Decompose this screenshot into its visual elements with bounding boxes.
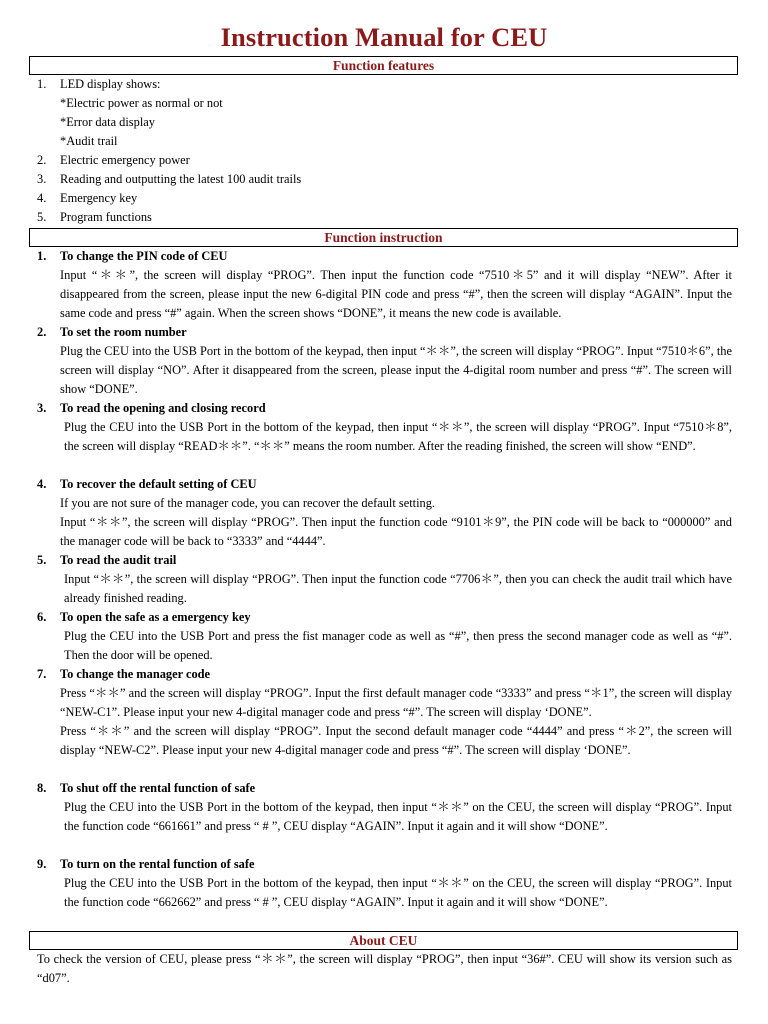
list-text: LED display shows: [60,77,161,91]
list-number: 2. [37,153,47,167]
instruction-heading: To read the opening and closing record [60,401,266,415]
list-text: Electric emergency power [60,153,190,167]
section-heading-instruction: Function instruction [29,228,738,247]
instruction-heading: To change the manager code [60,667,211,681]
list-text: Program functions [60,210,152,224]
instruction-heading: To shut off the rental function of safe [60,781,256,795]
list-text: Emergency key [60,191,138,205]
instruction-number: 4. [37,477,47,491]
instruction-paragraph: Plug the CEU into the USB Port in the bottom of the keypad, then input “＊＊” on the CEU, the screen will display “PROG”. Input the function code “661661” and press “ # ”, CEU display “AGAIN”. Input it again and it will show “DONE”. [64,800,732,833]
list-number: 1. [37,77,47,91]
list-number: 4. [37,191,47,205]
instruction-heading: To set the room number [60,325,187,339]
section-heading-features: Function features [29,56,738,75]
instruction-paragraph: Input “＊＊”, the screen will display “PROG”. Then input the function code “7706＊”, then you can check the audit trail which have already finished reading. [64,572,732,605]
instruction-paragraph: Plug the CEU into the USB Port in the bottom of the keypad, then input “＊＊”, the screen will display “PROG”. Input “7510＊6”, the screen will display “NO”. After it disappeared from the screen, please input the 4-digital room number and press “#”. The screen will show “DONE”. [60,344,732,396]
instruction-number: 8. [37,781,47,795]
list-text: *Electric power as normal or not [60,96,223,110]
instruction-paragraph: If you are not sure of the manager code, you can recover the default setting. [60,496,436,510]
about-paragraph: To check the version of CEU, please press “＊＊”, the screen will display “PROG”, then input “36#”. CEU will show its version such as “d07”. [37,952,732,985]
instruction-number: 7. [37,667,47,681]
list-text: Reading and outputting the latest 100 audit trails [60,172,302,186]
instruction-number: 1. [37,249,47,263]
instruction-paragraph: Press “＊＊” and the screen will display “PROG”. Input the second default manager code “4444” and press “＊2”, the screen will display “NEW-C2”. Please input your new 4-digital manager code and press “#”. The screen will display ‘DONE”. [60,724,732,757]
list-text: *Audit trail [60,134,118,148]
section-heading-about: About CEU [29,931,738,950]
instruction-heading: To recover the default setting of CEU [60,477,257,491]
instruction-paragraph: Plug the CEU into the USB Port and press the fist manager code as well as “#”, then press the second manager code as well as “#”. Then the door will be opened. [64,629,732,662]
instruction-paragraph: Input “＊＊”, the screen will display “PROG”. Then input the function code “7510＊5” and it will display “NEW”. After it disappeared from the screen, please input the new 6-digital PIN code and press “#”, then the screen will display “AGAIN”. Input the same code and press “#” again. When the screen shows “DONE”, it means the new code is available. [60,268,732,320]
instruction-heading: To turn on the rental function of safe [60,857,255,871]
instruction-number: 5. [37,553,47,567]
list-number: 5. [37,210,47,224]
instruction-number: 6. [37,610,47,624]
instruction-number: 2. [37,325,47,339]
instruction-heading: To read the audit trail [60,553,177,567]
list-number: 3. [37,172,47,186]
instruction-paragraph: Plug the CEU into the USB Port in the bottom of the keypad, then input “＊＊” on the CEU, the screen will display “PROG”. Input the function code “662662” and press “ # ”, CEU display “AGAIN”. Input it again and it will show “DONE”. [64,876,732,909]
list-text: *Error data display [60,115,155,129]
instruction-number: 3. [37,401,47,415]
instruction-paragraph: Input “＊＊”, the screen will display “PROG”. Then input the function code “9101＊9”, the PIN code will be back to “000000” and the manager code will be back to “3333” and “4444”. [60,515,732,548]
instruction-paragraph: Plug the CEU into the USB Port in the bottom of the keypad, then input “＊＊”, the screen will display “PROG”. Input “7510＊8”, the screen will display “READ＊＊”. “＊＊” means the room number. After the reading finished, the screen will show “END”. [64,420,732,453]
instruction-number: 9. [37,857,47,871]
page-title: Instruction Manual for CEU [220,22,548,52]
instruction-paragraph: Press “＊＊” and the screen will display “PROG”. Input the first default manager code “3333” and press “＊1”, the screen will display “NEW-C1”. Please input your new 4-digital manager code and press “#”. The screen will display ‘DONE”. [60,686,732,719]
instruction-heading: To open the safe as a emergency key [60,610,251,624]
instruction-heading: To change the PIN code of CEU [60,249,228,263]
